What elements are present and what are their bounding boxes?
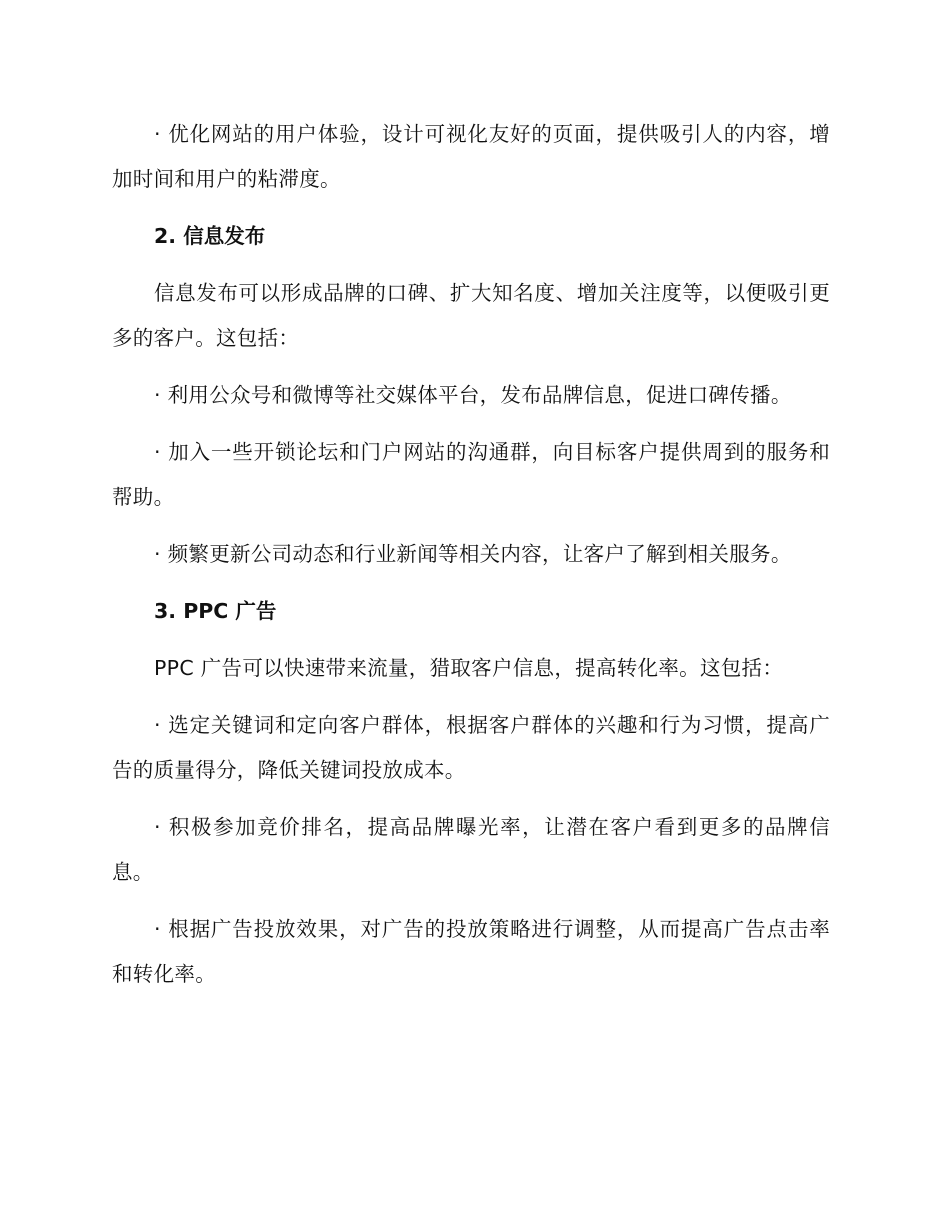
paragraph-social-media: · 利用公众号和微博等社交媒体平台，发布品牌信息，促进口碑传播。 [154, 383, 792, 407]
paragraph-info-publishing-intro: 信息发布可以形成品牌的口碑、扩大知名度、增加关注度等，以便吸引更多的客户。这包括： [112, 281, 830, 350]
paragraph-strategy-adjust: · 根据广告投放效果，对广告的投放策略进行调整，从而提高广告点击率和转化率。 [112, 917, 830, 986]
paragraph-bidding: · 积极参加竞价排名，提高品牌曝光率，让潜在客户看到更多的品牌信息。 [112, 815, 830, 884]
paragraph-ux-optimization: · 优化网站的用户体验，设计可视化友好的页面，提供吸引人的内容，增加时间和用户的粘滞度。 [112, 122, 830, 191]
paragraph-forums: · 加入一些开锁论坛和门户网站的沟通群，向目标客户提供周到的服务和帮助。 [112, 440, 830, 509]
paragraph-ppc-intro: PPC 广告可以快速带来流量，猎取客户信息，提高转化率。这包括： [154, 656, 784, 680]
section-heading-info-publishing: 2. 信息发布 [154, 224, 266, 248]
section-heading-ppc: 3. PPC 广告 [154, 599, 277, 623]
paragraph-keywords: · 选定关键词和定向客户群体，根据客户群体的兴趣和行为习惯，提高广告的质量得分，降低关键词投放成本。 [112, 713, 830, 782]
paragraph-company-news: · 频繁更新公司动态和行业新闻等相关内容，让客户了解到相关服务。 [154, 542, 792, 566]
